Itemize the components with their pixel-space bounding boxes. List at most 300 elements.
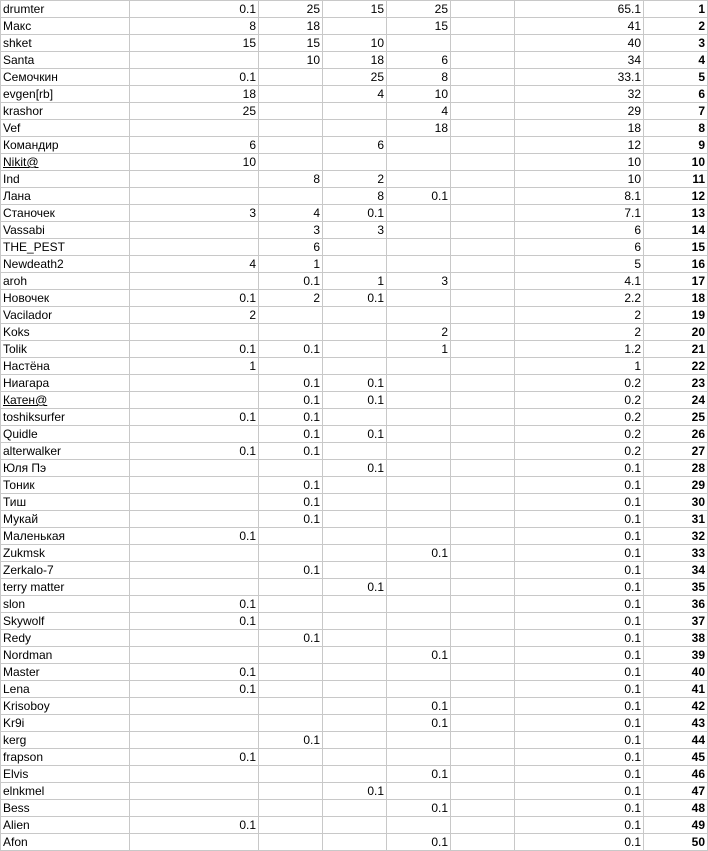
total-cell[interactable]: 0.2 xyxy=(515,426,644,443)
score-cell-3[interactable]: 1 xyxy=(323,273,387,290)
empty-cell[interactable] xyxy=(451,307,515,324)
score-cell-4[interactable]: 10 xyxy=(387,86,451,103)
score-cell-2[interactable]: 0.1 xyxy=(259,477,323,494)
player-name-cell[interactable]: evgen[rb] xyxy=(1,86,130,103)
empty-cell[interactable] xyxy=(451,511,515,528)
empty-cell[interactable] xyxy=(451,715,515,732)
score-cell-1[interactable] xyxy=(130,188,259,205)
score-cell-4[interactable]: 18 xyxy=(387,120,451,137)
empty-cell[interactable] xyxy=(451,426,515,443)
total-cell[interactable]: 0.2 xyxy=(515,443,644,460)
score-cell-1[interactable] xyxy=(130,120,259,137)
score-cell-2[interactable]: 0.1 xyxy=(259,409,323,426)
score-cell-3[interactable] xyxy=(323,732,387,749)
empty-cell[interactable] xyxy=(451,239,515,256)
score-cell-2[interactable]: 0.1 xyxy=(259,494,323,511)
score-cell-2[interactable]: 0.1 xyxy=(259,375,323,392)
score-cell-1[interactable] xyxy=(130,715,259,732)
score-cell-3[interactable] xyxy=(323,834,387,851)
score-cell-2[interactable]: 15 xyxy=(259,35,323,52)
player-name-cell[interactable]: Newdeath2 xyxy=(1,256,130,273)
empty-cell[interactable] xyxy=(451,86,515,103)
score-cell-2[interactable] xyxy=(259,698,323,715)
score-cell-2[interactable]: 0.1 xyxy=(259,443,323,460)
score-cell-4[interactable] xyxy=(387,358,451,375)
player-name-cell[interactable]: Master xyxy=(1,664,130,681)
score-cell-4[interactable]: 6 xyxy=(387,52,451,69)
score-cell-4[interactable]: 25 xyxy=(387,1,451,18)
score-cell-1[interactable] xyxy=(130,732,259,749)
score-cell-3[interactable]: 0.1 xyxy=(323,392,387,409)
score-cell-1[interactable]: 0.1 xyxy=(130,290,259,307)
score-cell-4[interactable] xyxy=(387,494,451,511)
score-cell-2[interactable]: 6 xyxy=(259,239,323,256)
score-cell-2[interactable]: 0.1 xyxy=(259,392,323,409)
score-cell-4[interactable] xyxy=(387,511,451,528)
total-cell[interactable]: 0.1 xyxy=(515,477,644,494)
score-cell-2[interactable] xyxy=(259,647,323,664)
score-cell-1[interactable] xyxy=(130,375,259,392)
score-cell-2[interactable]: 3 xyxy=(259,222,323,239)
rank-cell[interactable]: 38 xyxy=(644,630,708,647)
rank-cell[interactable]: 29 xyxy=(644,477,708,494)
rank-cell[interactable]: 3 xyxy=(644,35,708,52)
score-cell-1[interactable] xyxy=(130,545,259,562)
score-cell-4[interactable] xyxy=(387,222,451,239)
total-cell[interactable]: 32 xyxy=(515,86,644,103)
score-cell-3[interactable]: 0.1 xyxy=(323,205,387,222)
rank-cell[interactable]: 17 xyxy=(644,273,708,290)
score-cell-4[interactable] xyxy=(387,154,451,171)
score-cell-2[interactable] xyxy=(259,103,323,120)
rank-cell[interactable]: 20 xyxy=(644,324,708,341)
score-cell-2[interactable] xyxy=(259,307,323,324)
score-cell-3[interactable]: 0.1 xyxy=(323,579,387,596)
rank-cell[interactable]: 48 xyxy=(644,800,708,817)
score-cell-1[interactable] xyxy=(130,171,259,188)
rank-cell[interactable]: 4 xyxy=(644,52,708,69)
score-cell-2[interactable] xyxy=(259,834,323,851)
score-cell-4[interactable]: 1 xyxy=(387,341,451,358)
empty-cell[interactable] xyxy=(451,35,515,52)
total-cell[interactable]: 0.1 xyxy=(515,511,644,528)
total-cell[interactable]: 0.1 xyxy=(515,545,644,562)
score-cell-4[interactable]: 4 xyxy=(387,103,451,120)
player-name-cell[interactable]: Tolik xyxy=(1,341,130,358)
score-cell-1[interactable]: 0.1 xyxy=(130,613,259,630)
total-cell[interactable]: 0.1 xyxy=(515,715,644,732)
rank-cell[interactable]: 24 xyxy=(644,392,708,409)
total-cell[interactable]: 41 xyxy=(515,18,644,35)
total-cell[interactable]: 4.1 xyxy=(515,273,644,290)
score-cell-3[interactable] xyxy=(323,239,387,256)
rank-cell[interactable]: 14 xyxy=(644,222,708,239)
score-cell-2[interactable] xyxy=(259,154,323,171)
empty-cell[interactable] xyxy=(451,443,515,460)
score-cell-4[interactable]: 0.1 xyxy=(387,800,451,817)
score-cell-3[interactable] xyxy=(323,307,387,324)
total-cell[interactable]: 6 xyxy=(515,239,644,256)
score-cell-3[interactable] xyxy=(323,18,387,35)
score-cell-3[interactable]: 3 xyxy=(323,222,387,239)
score-cell-3[interactable] xyxy=(323,103,387,120)
score-cell-3[interactable]: 15 xyxy=(323,1,387,18)
score-cell-2[interactable]: 0.1 xyxy=(259,732,323,749)
score-cell-1[interactable]: 0.1 xyxy=(130,664,259,681)
rank-cell[interactable]: 9 xyxy=(644,137,708,154)
score-cell-4[interactable] xyxy=(387,630,451,647)
empty-cell[interactable] xyxy=(451,290,515,307)
player-name-cell[interactable]: Bess xyxy=(1,800,130,817)
total-cell[interactable]: 8.1 xyxy=(515,188,644,205)
empty-cell[interactable] xyxy=(451,698,515,715)
rank-cell[interactable]: 49 xyxy=(644,817,708,834)
total-cell[interactable]: 2 xyxy=(515,307,644,324)
total-cell[interactable]: 2 xyxy=(515,324,644,341)
total-cell[interactable]: 7.1 xyxy=(515,205,644,222)
player-name-cell[interactable]: drumter xyxy=(1,1,130,18)
score-cell-4[interactable] xyxy=(387,613,451,630)
empty-cell[interactable] xyxy=(451,103,515,120)
score-cell-2[interactable]: 18 xyxy=(259,18,323,35)
empty-cell[interactable] xyxy=(451,120,515,137)
score-cell-2[interactable]: 0.1 xyxy=(259,630,323,647)
player-name-cell[interactable]: frapson xyxy=(1,749,130,766)
player-name-cell[interactable]: Ниагара xyxy=(1,375,130,392)
score-cell-1[interactable] xyxy=(130,392,259,409)
score-cell-4[interactable] xyxy=(387,732,451,749)
score-cell-4[interactable]: 15 xyxy=(387,18,451,35)
rank-cell[interactable]: 30 xyxy=(644,494,708,511)
empty-cell[interactable] xyxy=(451,18,515,35)
total-cell[interactable]: 29 xyxy=(515,103,644,120)
empty-cell[interactable] xyxy=(451,630,515,647)
score-cell-1[interactable]: 0.1 xyxy=(130,1,259,18)
score-cell-4[interactable]: 0.1 xyxy=(387,545,451,562)
rank-cell[interactable]: 22 xyxy=(644,358,708,375)
score-cell-1[interactable] xyxy=(130,494,259,511)
score-cell-3[interactable] xyxy=(323,545,387,562)
rank-cell[interactable]: 1 xyxy=(644,1,708,18)
score-cell-2[interactable]: 0.1 xyxy=(259,426,323,443)
score-cell-3[interactable] xyxy=(323,698,387,715)
score-cell-2[interactable] xyxy=(259,545,323,562)
total-cell[interactable]: 0.1 xyxy=(515,749,644,766)
player-name-cell[interactable]: elnkmel xyxy=(1,783,130,800)
total-cell[interactable]: 6 xyxy=(515,222,644,239)
score-cell-4[interactable] xyxy=(387,256,451,273)
total-cell[interactable]: 0.1 xyxy=(515,664,644,681)
score-cell-3[interactable] xyxy=(323,613,387,630)
score-cell-1[interactable] xyxy=(130,222,259,239)
score-cell-3[interactable] xyxy=(323,409,387,426)
score-cell-2[interactable] xyxy=(259,324,323,341)
score-cell-1[interactable] xyxy=(130,52,259,69)
score-cell-1[interactable]: 6 xyxy=(130,137,259,154)
empty-cell[interactable] xyxy=(451,52,515,69)
score-cell-2[interactable] xyxy=(259,664,323,681)
score-cell-4[interactable] xyxy=(387,239,451,256)
rank-cell[interactable]: 39 xyxy=(644,647,708,664)
score-cell-3[interactable]: 0.1 xyxy=(323,426,387,443)
score-cell-3[interactable] xyxy=(323,256,387,273)
score-cell-1[interactable]: 0.1 xyxy=(130,749,259,766)
rank-cell[interactable]: 11 xyxy=(644,171,708,188)
score-cell-4[interactable] xyxy=(387,681,451,698)
empty-cell[interactable] xyxy=(451,154,515,171)
score-cell-2[interactable] xyxy=(259,188,323,205)
score-cell-4[interactable]: 2 xyxy=(387,324,451,341)
score-cell-3[interactable] xyxy=(323,681,387,698)
total-cell[interactable]: 0.1 xyxy=(515,460,644,477)
player-name-cell[interactable]: Redy xyxy=(1,630,130,647)
rank-cell[interactable]: 45 xyxy=(644,749,708,766)
rank-cell[interactable]: 34 xyxy=(644,562,708,579)
empty-cell[interactable] xyxy=(451,817,515,834)
score-cell-1[interactable] xyxy=(130,698,259,715)
empty-cell[interactable] xyxy=(451,69,515,86)
player-name-cell[interactable]: Тоник xyxy=(1,477,130,494)
player-name-cell[interactable]: Afon xyxy=(1,834,130,851)
rank-cell[interactable]: 44 xyxy=(644,732,708,749)
score-cell-2[interactable] xyxy=(259,715,323,732)
player-name-cell[interactable]: Маленькая xyxy=(1,528,130,545)
empty-cell[interactable] xyxy=(451,545,515,562)
player-name-cell[interactable]: Юля Пэ xyxy=(1,460,130,477)
empty-cell[interactable] xyxy=(451,664,515,681)
empty-cell[interactable] xyxy=(451,358,515,375)
score-cell-1[interactable]: 15 xyxy=(130,35,259,52)
score-cell-1[interactable] xyxy=(130,834,259,851)
empty-cell[interactable] xyxy=(451,596,515,613)
score-cell-4[interactable] xyxy=(387,460,451,477)
score-cell-3[interactable] xyxy=(323,630,387,647)
score-cell-3[interactable]: 8 xyxy=(323,188,387,205)
score-cell-2[interactable] xyxy=(259,596,323,613)
score-cell-1[interactable] xyxy=(130,426,259,443)
score-cell-4[interactable] xyxy=(387,290,451,307)
empty-cell[interactable] xyxy=(451,613,515,630)
score-cell-2[interactable] xyxy=(259,528,323,545)
total-cell[interactable]: 0.1 xyxy=(515,579,644,596)
empty-cell[interactable] xyxy=(451,205,515,222)
total-cell[interactable]: 33.1 xyxy=(515,69,644,86)
player-name-cell[interactable]: Krisoboy xyxy=(1,698,130,715)
player-name-cell[interactable]: Alien xyxy=(1,817,130,834)
score-cell-4[interactable] xyxy=(387,783,451,800)
rank-cell[interactable]: 25 xyxy=(644,409,708,426)
player-name-cell[interactable]: Макс xyxy=(1,18,130,35)
score-cell-4[interactable] xyxy=(387,817,451,834)
rank-cell[interactable]: 21 xyxy=(644,341,708,358)
empty-cell[interactable] xyxy=(451,256,515,273)
rank-cell[interactable]: 6 xyxy=(644,86,708,103)
empty-cell[interactable] xyxy=(451,800,515,817)
total-cell[interactable]: 0.1 xyxy=(515,766,644,783)
rank-cell[interactable]: 23 xyxy=(644,375,708,392)
score-cell-2[interactable] xyxy=(259,69,323,86)
empty-cell[interactable] xyxy=(451,1,515,18)
score-cell-2[interactable]: 10 xyxy=(259,52,323,69)
score-cell-3[interactable] xyxy=(323,749,387,766)
empty-cell[interactable] xyxy=(451,137,515,154)
score-cell-3[interactable] xyxy=(323,494,387,511)
score-cell-3[interactable]: 0.1 xyxy=(323,290,387,307)
score-cell-4[interactable] xyxy=(387,35,451,52)
score-cell-1[interactable]: 0.1 xyxy=(130,341,259,358)
score-cell-1[interactable]: 25 xyxy=(130,103,259,120)
score-cell-2[interactable]: 8 xyxy=(259,171,323,188)
player-name-cell[interactable]: shket xyxy=(1,35,130,52)
score-cell-3[interactable] xyxy=(323,664,387,681)
score-cell-2[interactable]: 25 xyxy=(259,1,323,18)
player-name-cell[interactable]: Koks xyxy=(1,324,130,341)
player-name-cell[interactable]: alterwalker xyxy=(1,443,130,460)
rank-cell[interactable]: 41 xyxy=(644,681,708,698)
score-cell-2[interactable]: 2 xyxy=(259,290,323,307)
player-name-cell[interactable]: Vassabi xyxy=(1,222,130,239)
total-cell[interactable]: 0.1 xyxy=(515,681,644,698)
empty-cell[interactable] xyxy=(451,681,515,698)
rank-cell[interactable]: 42 xyxy=(644,698,708,715)
player-name-cell[interactable]: THE_PEST xyxy=(1,239,130,256)
score-cell-1[interactable]: 10 xyxy=(130,154,259,171)
empty-cell[interactable] xyxy=(451,460,515,477)
score-cell-3[interactable] xyxy=(323,120,387,137)
rank-cell[interactable]: 5 xyxy=(644,69,708,86)
score-cell-4[interactable]: 0.1 xyxy=(387,766,451,783)
player-name-cell[interactable]: Skywolf xyxy=(1,613,130,630)
score-cell-2[interactable]: 0.1 xyxy=(259,273,323,290)
player-name-cell[interactable]: Santa xyxy=(1,52,130,69)
score-cell-3[interactable] xyxy=(323,341,387,358)
score-cell-1[interactable] xyxy=(130,800,259,817)
score-cell-4[interactable] xyxy=(387,171,451,188)
score-cell-3[interactable] xyxy=(323,443,387,460)
player-name-cell[interactable]: kerg xyxy=(1,732,130,749)
player-name-cell[interactable]: Мукай xyxy=(1,511,130,528)
player-name-cell[interactable]: aroh xyxy=(1,273,130,290)
total-cell[interactable]: 65.1 xyxy=(515,1,644,18)
score-cell-4[interactable] xyxy=(387,579,451,596)
empty-cell[interactable] xyxy=(451,324,515,341)
total-cell[interactable]: 5 xyxy=(515,256,644,273)
score-cell-1[interactable]: 8 xyxy=(130,18,259,35)
empty-cell[interactable] xyxy=(451,273,515,290)
score-cell-2[interactable] xyxy=(259,766,323,783)
score-cell-2[interactable] xyxy=(259,817,323,834)
score-cell-4[interactable] xyxy=(387,664,451,681)
rank-cell[interactable]: 7 xyxy=(644,103,708,120)
score-cell-1[interactable] xyxy=(130,239,259,256)
total-cell[interactable]: 0.1 xyxy=(515,698,644,715)
player-name-link[interactable]: Nikit@ xyxy=(1,154,130,171)
rank-cell[interactable]: 27 xyxy=(644,443,708,460)
score-cell-2[interactable] xyxy=(259,749,323,766)
score-cell-1[interactable] xyxy=(130,477,259,494)
player-name-cell[interactable]: terry matter xyxy=(1,579,130,596)
score-cell-2[interactable] xyxy=(259,681,323,698)
rank-cell[interactable]: 46 xyxy=(644,766,708,783)
score-cell-4[interactable] xyxy=(387,426,451,443)
rank-cell[interactable]: 43 xyxy=(644,715,708,732)
score-cell-1[interactable] xyxy=(130,783,259,800)
player-name-cell[interactable]: Vacilador xyxy=(1,307,130,324)
total-cell[interactable]: 0.1 xyxy=(515,817,644,834)
empty-cell[interactable] xyxy=(451,222,515,239)
rank-cell[interactable]: 28 xyxy=(644,460,708,477)
player-name-cell[interactable]: Настёна xyxy=(1,358,130,375)
score-cell-1[interactable]: 0.1 xyxy=(130,443,259,460)
score-cell-1[interactable] xyxy=(130,647,259,664)
player-name-cell[interactable]: Лана xyxy=(1,188,130,205)
player-name-cell[interactable]: Станочек xyxy=(1,205,130,222)
score-cell-2[interactable]: 0.1 xyxy=(259,511,323,528)
total-cell[interactable]: 10 xyxy=(515,154,644,171)
empty-cell[interactable] xyxy=(451,783,515,800)
score-cell-3[interactable] xyxy=(323,817,387,834)
score-cell-2[interactable] xyxy=(259,800,323,817)
player-name-cell[interactable]: Новочек xyxy=(1,290,130,307)
total-cell[interactable]: 0.1 xyxy=(515,494,644,511)
score-cell-4[interactable] xyxy=(387,307,451,324)
score-cell-3[interactable] xyxy=(323,715,387,732)
total-cell[interactable]: 0.1 xyxy=(515,528,644,545)
total-cell[interactable]: 2.2 xyxy=(515,290,644,307)
score-cell-1[interactable]: 0.1 xyxy=(130,69,259,86)
score-cell-1[interactable]: 3 xyxy=(130,205,259,222)
rank-cell[interactable]: 36 xyxy=(644,596,708,613)
empty-cell[interactable] xyxy=(451,477,515,494)
score-cell-2[interactable]: 1 xyxy=(259,256,323,273)
score-cell-4[interactable] xyxy=(387,596,451,613)
rank-cell[interactable]: 15 xyxy=(644,239,708,256)
total-cell[interactable]: 0.2 xyxy=(515,392,644,409)
player-name-cell[interactable]: Тиш xyxy=(1,494,130,511)
score-cell-4[interactable] xyxy=(387,477,451,494)
score-cell-3[interactable] xyxy=(323,324,387,341)
score-cell-1[interactable]: 4 xyxy=(130,256,259,273)
total-cell[interactable]: 34 xyxy=(515,52,644,69)
score-cell-4[interactable] xyxy=(387,409,451,426)
rank-cell[interactable]: 2 xyxy=(644,18,708,35)
score-cell-4[interactable] xyxy=(387,528,451,545)
total-cell[interactable]: 0.2 xyxy=(515,409,644,426)
score-cell-3[interactable] xyxy=(323,154,387,171)
player-name-cell[interactable]: Lena xyxy=(1,681,130,698)
rank-cell[interactable]: 19 xyxy=(644,307,708,324)
score-cell-4[interactable] xyxy=(387,205,451,222)
total-cell[interactable]: 0.1 xyxy=(515,562,644,579)
rank-cell[interactable]: 18 xyxy=(644,290,708,307)
score-cell-3[interactable]: 0.1 xyxy=(323,460,387,477)
score-cell-1[interactable]: 0.1 xyxy=(130,596,259,613)
score-cell-3[interactable] xyxy=(323,358,387,375)
empty-cell[interactable] xyxy=(451,766,515,783)
score-cell-1[interactable]: 1 xyxy=(130,358,259,375)
empty-cell[interactable] xyxy=(451,409,515,426)
score-cell-1[interactable] xyxy=(130,273,259,290)
rank-cell[interactable]: 31 xyxy=(644,511,708,528)
score-cell-3[interactable] xyxy=(323,562,387,579)
total-cell[interactable]: 18 xyxy=(515,120,644,137)
score-cell-4[interactable]: 3 xyxy=(387,273,451,290)
score-cell-2[interactable] xyxy=(259,86,323,103)
player-name-cell[interactable]: slon xyxy=(1,596,130,613)
player-name-cell[interactable]: Zukmsk xyxy=(1,545,130,562)
score-cell-1[interactable] xyxy=(130,630,259,647)
rank-cell[interactable]: 8 xyxy=(644,120,708,137)
